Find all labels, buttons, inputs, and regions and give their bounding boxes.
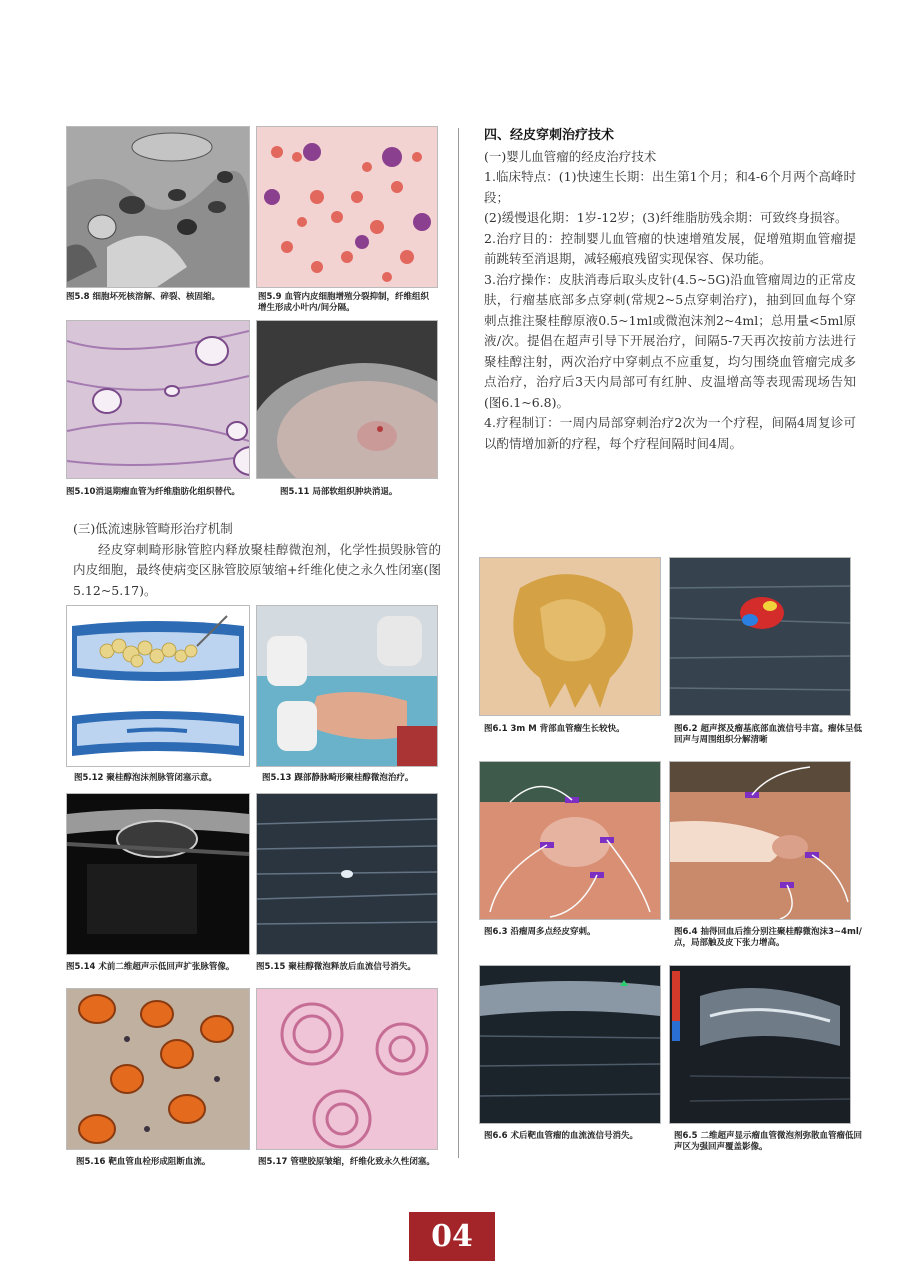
figure-5-14-ultrasound <box>66 793 250 955</box>
section-subtitle: (一)婴儿血管瘤的经皮治疗技术 <box>484 148 657 164</box>
figure-6-4-image <box>669 761 851 920</box>
caption-6-4: 图6.4 抽得回血后推分别注聚桂醇微泡沫3~4ml/点，局部触及皮下张力增高。 <box>674 927 862 948</box>
caption-6-5: 图6.5 二维超声显示瘤血管微泡剂弥散血管瘤低回声区为强回声覆盖影像。 <box>674 1131 863 1152</box>
figure-5-12-diagram <box>66 605 250 767</box>
figure-5-10-image <box>66 320 250 479</box>
paragraph-1: 1.临床特点：(1)快速生长期：出生第1个月；和4-6个月两个高峰时段； <box>484 169 856 205</box>
caption-6-6: 图6.6 术后靶血管瘤的血流流信号消失。 <box>484 1131 639 1141</box>
paragraph-4: 3.治疗操作：皮肤消毒后取头皮针(4.5~5G)沿血管瘤周边的正常皮肤，行瘤基底部多点穿刺(常规2~5点穿刺治疗)，抽到回血每个穿刺点推注聚桂醇原液0.5~1ml或微泡沫剂2~4ml；总用量<5ml原液/次。提倡在超声引导下开展治疗，间隔5-7天再次按前方法进行聚桂醇注射，两次治疗中穿刺点不应重复，均匀围绕血管瘤完成多点治疗，治疗后3天内局部可有红肿、皮温增高等表现需现场告知(图6.1~6.8)。 <box>484 271 856 410</box>
section-title: 四、经皮穿刺治疗技术 <box>484 128 615 143</box>
figure-6-6-ultrasound <box>479 965 661 1124</box>
caption-6-3: 图6.3 沿瘤周多点经皮穿刺。 <box>484 927 596 937</box>
caption-5-11: 图5.11 局部软组织肿块消退。 <box>280 487 398 497</box>
caption-6-2: 图6.2 超声探及瘤基底部血流信号丰富。瘤体呈低回声与周围组织分解清晰 <box>674 724 863 745</box>
figure-5-17-image <box>256 988 438 1150</box>
figure-5-9-image <box>256 126 438 288</box>
caption-5-9: 图5.9 血管内皮细胞增殖分裂抑制，纤维组织增生形成小叶内/间分隔。 <box>258 292 430 313</box>
caption-5-13: 图5.13 踝部静脉畸形聚桂醇微泡治疗。 <box>262 773 414 783</box>
caption-5-15: 图5.15 聚桂醇微泡释放后血流信号消失。 <box>256 962 416 972</box>
section-paragraph: 经皮穿刺畸形脉管腔内释放聚桂醇微泡剂，化学性损毁脉管的内皮细胞，最终使病变区脉管胶原皱缩+纤维化使之永久性闭塞(图5.12~5.17)。 <box>73 541 441 598</box>
figure-6-3-image <box>479 761 661 920</box>
figure-5-15-ultrasound <box>256 793 438 955</box>
caption-5-16: 图5.16 靶血管血栓形成阻断血流。 <box>76 1157 211 1167</box>
paragraph-2: (2)缓慢退化期：1岁-12岁；(3)纤维脂肪残余期：可致终身损容。 <box>484 210 848 225</box>
figure-5-16-image <box>66 988 250 1150</box>
caption-5-8: 图5.8 细胞坏死核溶解、碎裂、核固缩。 <box>66 292 221 302</box>
caption-5-17: 图5.17 管壁胶原皱缩，纤维化致永久性闭塞。 <box>258 1157 435 1167</box>
figure-5-13-image <box>256 605 438 767</box>
figure-6-1-image <box>479 557 661 716</box>
section-heading: (三)低流速脉管畸形治疗机制 <box>73 521 233 536</box>
figure-6-5-ultrasound <box>669 965 851 1124</box>
paragraph-5: 4.疗程制订：一周内局部穿刺治疗2次为一个疗程，间隔4周复诊可以酌情增加新的疗程，每个疗程间隔时间4周。 <box>484 415 856 451</box>
section-percutaneous-technique <box>484 126 856 454</box>
paragraph-3: 2.治疗目的：控制婴儿血管瘤的快速增殖发展，促增殖期血管瘤提前跳转至消退期，减轻瘢痕残留实现保容、保功能。 <box>484 230 856 266</box>
caption-5-10: 图5.10消退期瘤血管为纤维脂肪化组织替代。 <box>66 487 240 497</box>
caption-5-12: 图5.12 聚桂醇泡沫剂脉管闭塞示意。 <box>74 773 217 783</box>
caption-5-14: 图5.14 术前二维超声示低回声扩张脉管像。 <box>66 962 235 972</box>
figure-5-8-image <box>66 126 250 288</box>
page-number: 04 <box>409 1212 495 1261</box>
caption-6-1: 图6.1 3m M 背部血管瘤生长较快。 <box>484 724 625 734</box>
figure-5-11-image <box>256 320 438 479</box>
figure-6-2-ultrasound <box>669 557 851 716</box>
section-low-flow-malformation <box>73 519 441 601</box>
column-divider <box>458 128 459 1158</box>
